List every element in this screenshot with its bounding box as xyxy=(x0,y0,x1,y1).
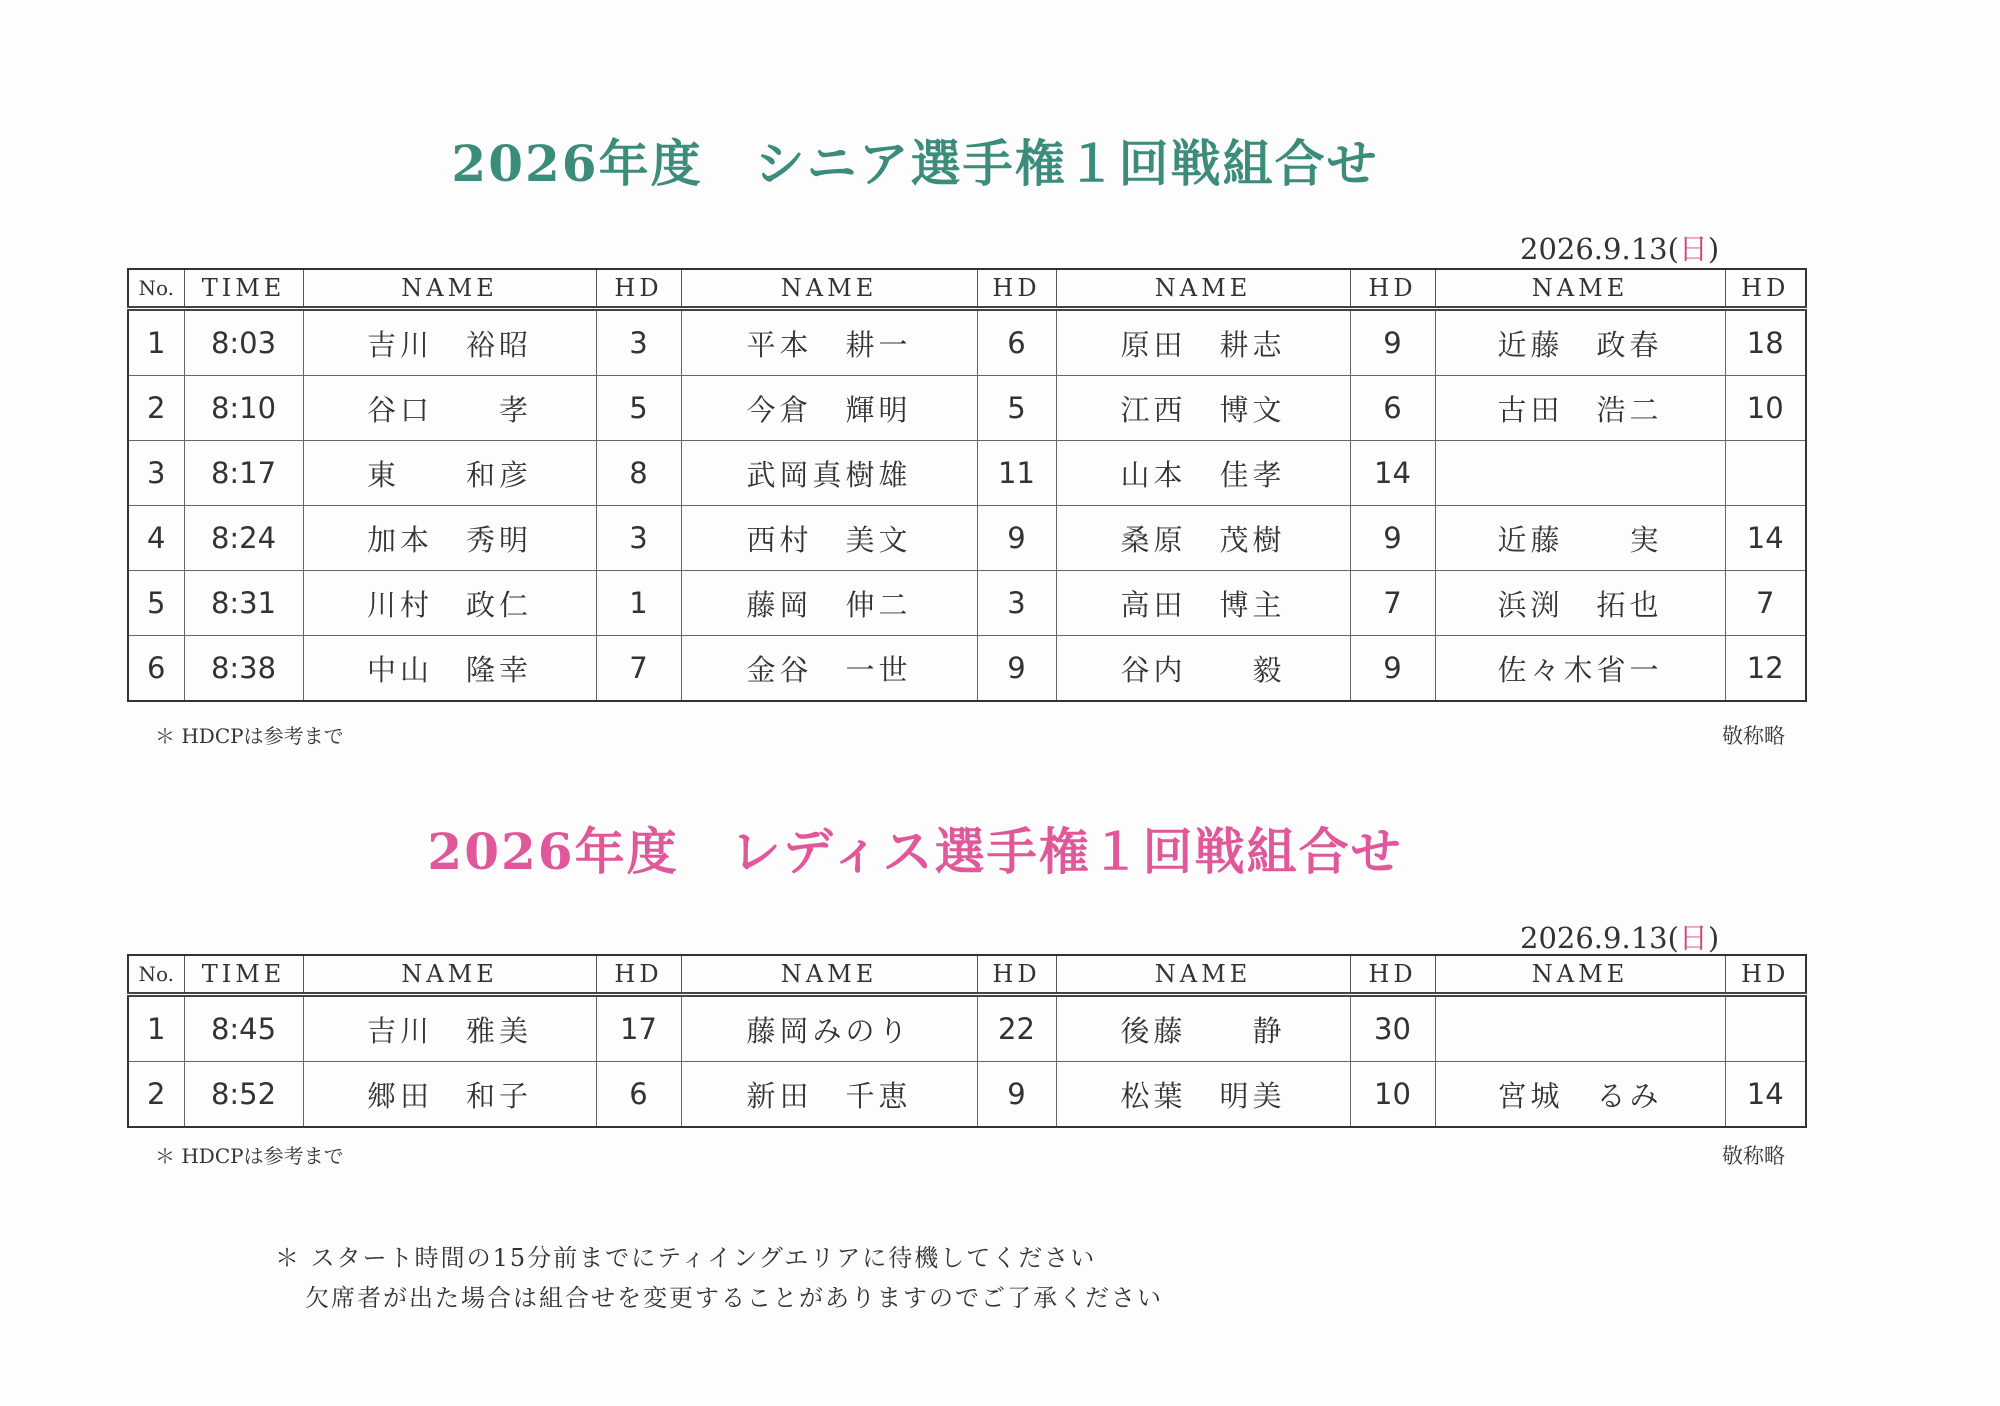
player-name: 東 和彦 xyxy=(303,441,596,506)
player-handicap: 18 xyxy=(1725,309,1806,376)
player-handicap: 9 xyxy=(977,1062,1056,1128)
table-row xyxy=(128,441,1806,506)
player-handicap: 6 xyxy=(1350,376,1435,441)
player-handicap: 11 xyxy=(977,441,1056,506)
player-handicap: 14 xyxy=(1350,441,1435,506)
tee-time: 8:52 xyxy=(184,1062,303,1128)
player-name: 高田 博主 xyxy=(1056,571,1350,636)
table-header-row xyxy=(128,269,1806,309)
ladies-pairing-table xyxy=(127,954,1807,1128)
header-hd: HD xyxy=(1350,269,1435,309)
player-handicap: 12 xyxy=(1725,636,1806,702)
table-row xyxy=(128,995,1806,1062)
player-handicap: 14 xyxy=(1725,1062,1806,1128)
player-name: 松葉 明美 xyxy=(1056,1062,1350,1128)
senior-date-text: 2026.9.13( xyxy=(1520,232,1679,266)
table-row xyxy=(128,571,1806,636)
player-name: 平本 耕一 xyxy=(681,309,977,376)
player-handicap: 10 xyxy=(1725,376,1806,441)
player-name: 近藤 実 xyxy=(1435,506,1725,571)
senior-pairing-table xyxy=(127,268,1807,702)
senior-date xyxy=(1520,227,1719,268)
group-number: 1 xyxy=(128,995,184,1062)
table-row xyxy=(128,309,1806,376)
header-name: NAME xyxy=(1056,955,1350,995)
header-hd: HD xyxy=(596,955,681,995)
table-row xyxy=(128,636,1806,702)
player-handicap: 9 xyxy=(1350,309,1435,376)
senior-title: 2026年度 シニア選手権１回戦組合せ xyxy=(451,134,1379,193)
ladies-date-day: 日 xyxy=(1678,921,1708,955)
player-name: 宮城 るみ xyxy=(1435,1062,1725,1128)
tee-time: 8:03 xyxy=(184,309,303,376)
tee-time: 8:17 xyxy=(184,441,303,506)
table-row xyxy=(128,376,1806,441)
group-number: 5 xyxy=(128,571,184,636)
player-name: 金谷 一世 xyxy=(681,636,977,702)
player-name: 後藤 静 xyxy=(1056,995,1350,1062)
player-handicap: 1 xyxy=(596,571,681,636)
player-handicap: 17 xyxy=(596,995,681,1062)
group-number: 3 xyxy=(128,441,184,506)
player-handicap xyxy=(1725,441,1806,506)
player-handicap: 7 xyxy=(596,636,681,702)
ladies-date xyxy=(1520,916,1719,957)
group-number: 4 xyxy=(128,506,184,571)
ladies-title: 2026年度 レディス選手権１回戦組合せ xyxy=(427,822,1403,881)
tee-time: 8:38 xyxy=(184,636,303,702)
header-hd: HD xyxy=(977,955,1056,995)
table-row xyxy=(128,1062,1806,1128)
ladies-honorific-note: 敬称略 xyxy=(1722,1144,1785,1168)
header-no: No. xyxy=(128,269,184,309)
player-name: 佐々木省一 xyxy=(1435,636,1725,702)
header-no: No. xyxy=(128,955,184,995)
player-name: 新田 千恵 xyxy=(681,1062,977,1128)
header-hd: HD xyxy=(1350,955,1435,995)
player-name: 中山 隆幸 xyxy=(303,636,596,702)
group-number: 2 xyxy=(128,376,184,441)
senior-hdcp-note: ＊ HDCPは参考まで xyxy=(155,724,344,748)
player-handicap: 9 xyxy=(1350,506,1435,571)
player-handicap: 3 xyxy=(977,571,1056,636)
player-name: 吉川 雅美 xyxy=(303,995,596,1062)
table-row xyxy=(128,506,1806,571)
player-handicap: 6 xyxy=(977,309,1056,376)
player-name: 藤岡 伸二 xyxy=(681,571,977,636)
player-handicap: 3 xyxy=(596,309,681,376)
player-handicap: 7 xyxy=(1350,571,1435,636)
player-name: 山本 佳孝 xyxy=(1056,441,1350,506)
player-name: 近藤 政春 xyxy=(1435,309,1725,376)
player-handicap: 7 xyxy=(1725,571,1806,636)
group-number: 2 xyxy=(128,1062,184,1128)
player-name: 武岡真樹雄 xyxy=(681,441,977,506)
player-name: 古田 浩二 xyxy=(1435,376,1725,441)
player-handicap: 9 xyxy=(977,636,1056,702)
ladies-date-text: 2026.9.13( xyxy=(1520,921,1679,955)
header-hd: HD xyxy=(977,269,1056,309)
tee-time: 8:31 xyxy=(184,571,303,636)
footer-note-line1: ＊ スタート時間の15分前までにティイングエリアに待機してください xyxy=(275,1244,1097,1272)
player-name: 西村 美文 xyxy=(681,506,977,571)
player-handicap: 9 xyxy=(977,506,1056,571)
player-handicap: 6 xyxy=(596,1062,681,1128)
player-name: 浜渕 拓也 xyxy=(1435,571,1725,636)
header-name: NAME xyxy=(1435,955,1725,995)
player-name: 藤岡みのり xyxy=(681,995,977,1062)
player-handicap: 22 xyxy=(977,995,1056,1062)
player-name: 川村 政仁 xyxy=(303,571,596,636)
player-name: 桑原 茂樹 xyxy=(1056,506,1350,571)
player-handicap: 10 xyxy=(1350,1062,1435,1128)
player-handicap: 30 xyxy=(1350,995,1435,1062)
footer-notes xyxy=(275,1238,1163,1318)
tee-time: 8:24 xyxy=(184,506,303,571)
player-name: 郷田 和子 xyxy=(303,1062,596,1128)
header-hd: HD xyxy=(596,269,681,309)
footer-note-line2: 欠席者が出た場合は組合せを変更することがありますのでご了承ください xyxy=(305,1284,1163,1312)
header-hd: HD xyxy=(1725,955,1806,995)
tee-time: 8:45 xyxy=(184,995,303,1062)
player-name: 谷内 毅 xyxy=(1056,636,1350,702)
tee-time: 8:10 xyxy=(184,376,303,441)
ladies-date-close: ) xyxy=(1707,921,1720,955)
table-header-row xyxy=(128,955,1806,995)
player-name xyxy=(1435,441,1725,506)
header-time: TIME xyxy=(184,955,303,995)
senior-date-day: 日 xyxy=(1678,232,1708,266)
player-handicap: 3 xyxy=(596,506,681,571)
ladies-hdcp-note: ＊ HDCPは参考まで xyxy=(155,1144,344,1168)
group-number: 6 xyxy=(128,636,184,702)
senior-date-close: ) xyxy=(1707,232,1720,266)
group-number: 1 xyxy=(128,309,184,376)
player-handicap xyxy=(1725,995,1806,1062)
header-name: NAME xyxy=(1056,269,1350,309)
player-name: 谷口 孝 xyxy=(303,376,596,441)
header-name: NAME xyxy=(303,269,596,309)
player-name: 加本 秀明 xyxy=(303,506,596,571)
header-name: NAME xyxy=(681,269,977,309)
player-handicap: 5 xyxy=(596,376,681,441)
player-handicap: 14 xyxy=(1725,506,1806,571)
header-name: NAME xyxy=(681,955,977,995)
player-name: 江西 博文 xyxy=(1056,376,1350,441)
player-handicap: 9 xyxy=(1350,636,1435,702)
player-handicap: 8 xyxy=(596,441,681,506)
senior-honorific-note: 敬称略 xyxy=(1722,724,1785,748)
header-name: NAME xyxy=(303,955,596,995)
player-name: 今倉 輝明 xyxy=(681,376,977,441)
header-hd: HD xyxy=(1725,269,1806,309)
player-name: 原田 耕志 xyxy=(1056,309,1350,376)
player-name xyxy=(1435,995,1725,1062)
header-name: NAME xyxy=(1435,269,1725,309)
player-handicap: 5 xyxy=(977,376,1056,441)
player-name: 吉川 裕昭 xyxy=(303,309,596,376)
header-time: TIME xyxy=(184,269,303,309)
